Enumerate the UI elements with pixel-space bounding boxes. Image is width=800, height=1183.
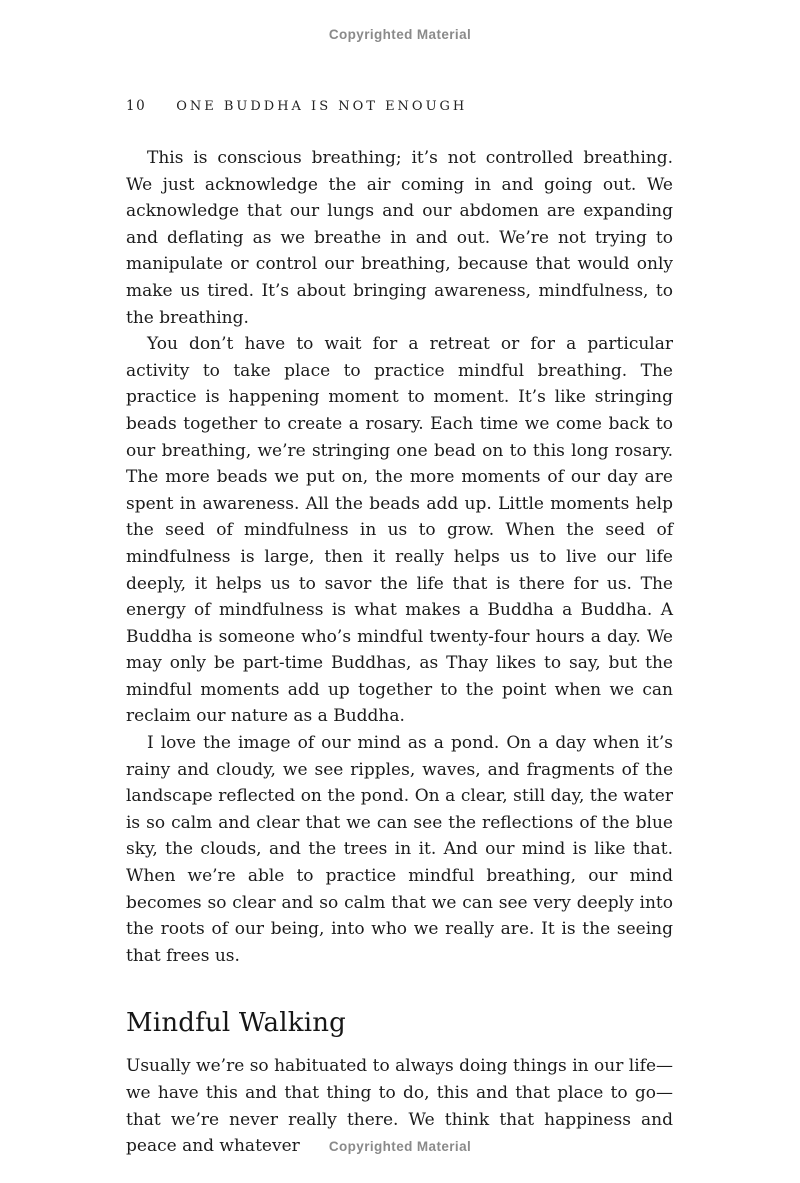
running-head-title: ONE BUDDHA IS NOT ENOUGH xyxy=(176,99,468,114)
body-paragraph: This is conscious breathing; it’s not controlled breathing. We just acknowledge the air coming in and going out. We acknowledge that our lungs and our abdomen are expanding and deflating as we breathe in and out. We’re not trying to manipulate or control our breathing, because that would only make us tired. It’s about bringing awareness, mindfulness, to the breathing. xyxy=(126,148,673,328)
section-heading: Mindful Walking xyxy=(126,1008,347,1039)
body-paragraph: Usually we’re so habituated to always doing things in our life—we have this and that thing to do, this and that place to go—that we’re never really there. We think that happiness and peace and whatever xyxy=(126,1056,673,1157)
running-header xyxy=(126,98,672,114)
body-paragraph: I love the image of our mind as a pond. On a day when it’s rainy and cloudy, we see ripples, waves, and fragments of the landscape reflected on the pond. On a clear, still day, the water is so calm and clear that we can see the reflections of the blue sky, the clouds, and the trees in it. And our mind is like that. When we’re able to practice mindful breathing, our mind becomes so clear and so calm that we can see very deeply into the roots of our being, into who we really are. It is the seeing that frees us. xyxy=(126,733,673,966)
page-number: 10 xyxy=(126,98,147,114)
body-paragraph: You don’t have to wait for a retreat or for a particular activity to take place to practice mindful breathing. The practice is happening moment to moment. It’s like stringing beads together to create a rosary. Each time we come back to our breathing, we’re stringing one bead on to this long rosary. The more beads we put on, the more moments of our day are spent in awareness. All the beads add up. Little moments help the seed of mindfulness in us to grow. When the seed of mindfulness is large, then it really helps us to live our life deeply, it helps us to savor the life that is there for us. The energy of mindfulness is what makes a Buddha a Buddha. A Buddha is someone who’s mindful twenty-four hours a day. We may only be part-time Buddhas, as Thay likes to say, but the mindful moments add up together to the point when we can reclaim our nature as a Buddha. xyxy=(126,334,673,727)
body-text-block xyxy=(126,145,673,1160)
copyright-notice-bottom: Copyrighted Material xyxy=(328,1139,472,1154)
copyright-notice-top: Copyrighted Material xyxy=(328,27,472,42)
